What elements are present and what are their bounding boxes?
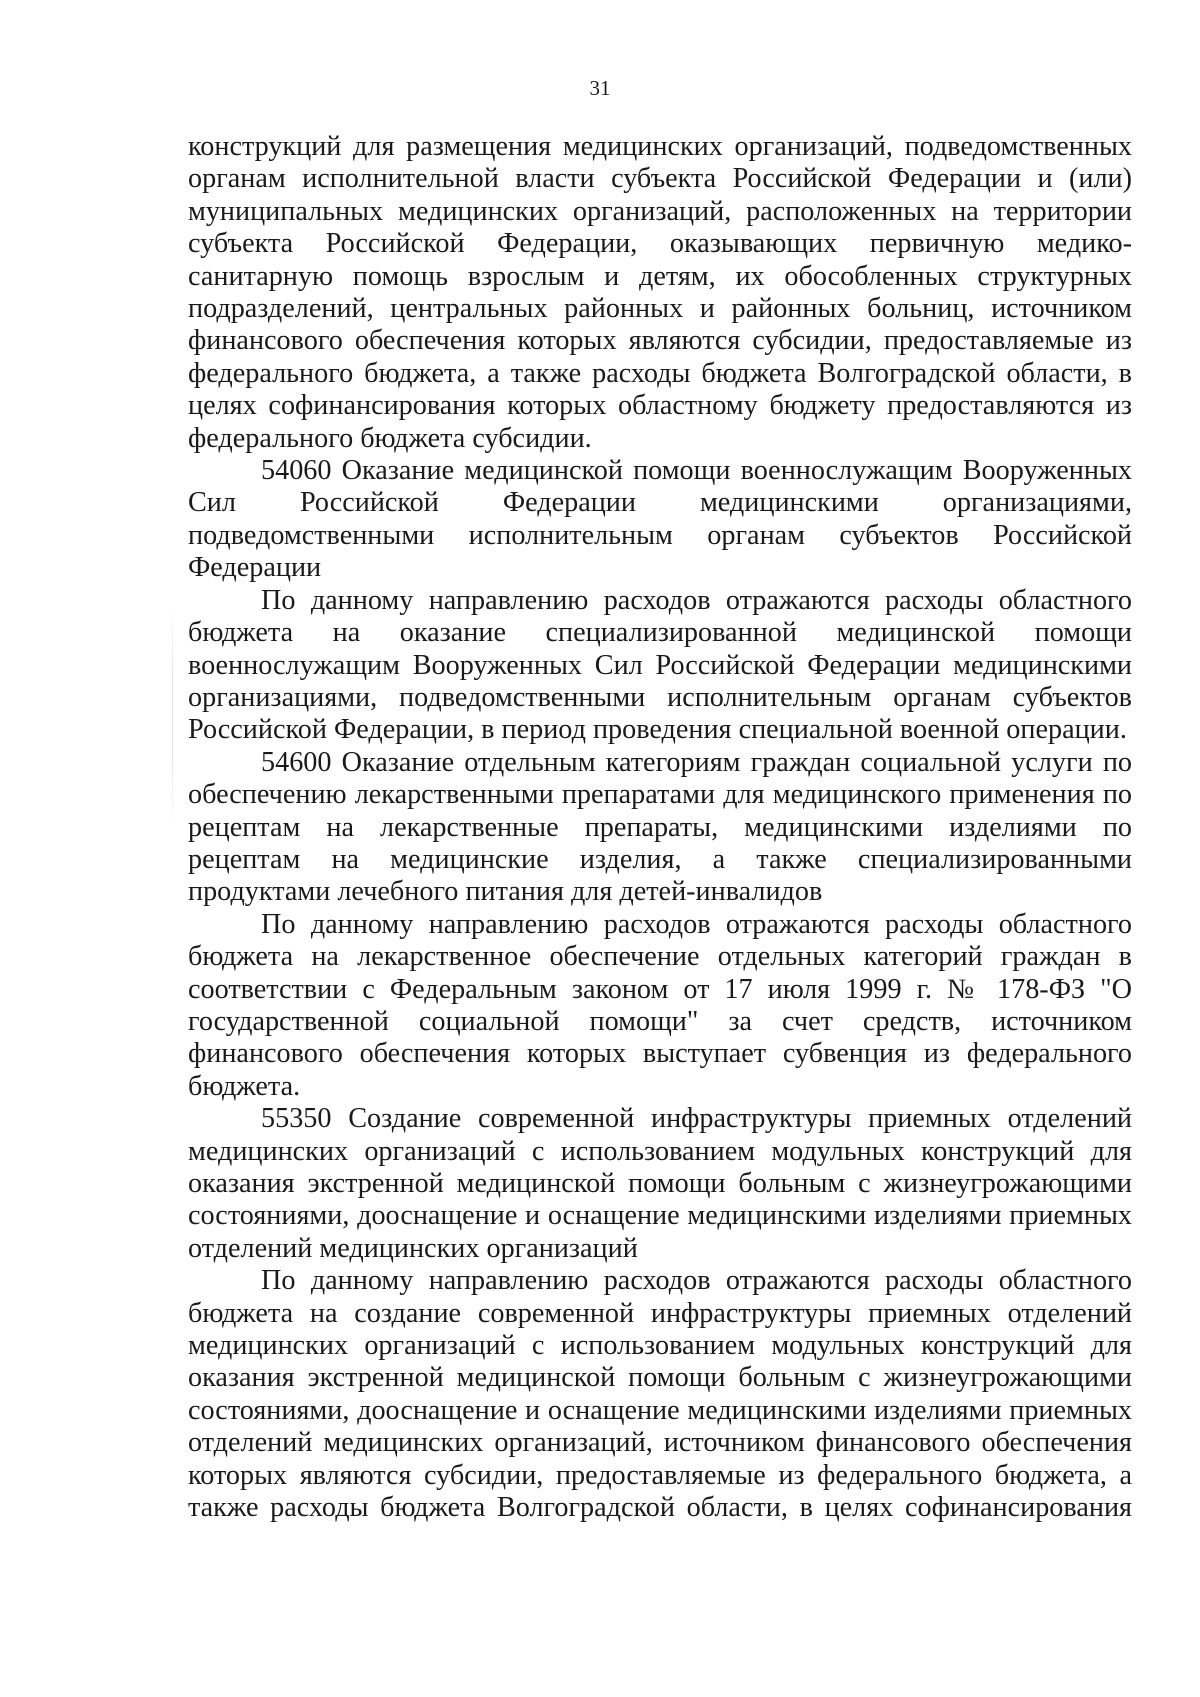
paragraph-54060-description: По данному направлению расходов отражаются расходы областного бюджета на оказание специализированной медицинской помощи военнослужащим Вооруженных Сил Российской Федерации медицинскими организациями, подведомственными исполнительным органам субъектов Российской Федерации, в период проведения специальной военной операции. [188,584,1132,746]
paragraph-54600-description: По данному направлению расходов отражаются расходы областного бюджета на лекарственное обеспечение отдельных категорий граждан в соответствии с Федеральным законом от 17 июля 1999 г. № 178-ФЗ "О государственной социальной помощи" за счет средств, источником финансового обеспечения которых выступает субвенция из федерального бюджета. [188,908,1132,1102]
paragraph-continuation: конструкций для размещения медицинских организаций, подведомственных органам исполнительной власти субъекта Российской Федерации и (или) муниципальных медицинских организаций, расположенных на территории субъекта Российской Федерации, оказывающих первичную медико-санитарную помощь взрослым и детям, их обособленных структурных подразделений, центральных районных и районных больниц, источником финансового обеспечения которых являются субсидии, предоставляемые из федерального бюджета, а также расходы бюджета Волгоградской области, в целях софинансирования которых областному бюджету предоставляются из федерального бюджета субсидии. [188,131,1132,454]
heading-54060: 54060 Оказание медицинской помощи военнослужащим Вооруженных Сил Российской Федерации медицинскими организациями, подведомственными исполнительным органам субъектов Российской Федерации [188,455,1132,584]
paragraph-55350-description: По данному направлению расходов отражаются расходы областного бюджета на создание современной инфраструктуры приемных отделений медицинских организаций с использованием модульных конструкций для оказания экстренной медицинской помощи больным с жизнеугрожающими состояниями, дооснащение и оснащение медицинскими изделиями приемных отделений медицинских организаций, источником финансового обеспечения которых являются субсидии, предоставляемые из федерального бюджета, а также расходы бюджета Волгоградской области, в целях софинансирования [188,1265,1132,1524]
heading-55350: 55350 Создание современной инфраструктуры приемных отделений медицинских организаций с использованием модульных конструкций для оказания экстренной медицинской помощи больным с жизнеугрожающими состояниями, дооснащение и оснащение медицинскими изделиями приемных отделений медицинских организаций [188,1103,1132,1264]
document-body [188,131,1132,1524]
page-number: 31 [589,76,611,100]
scan-edge-mark [172,605,173,825]
heading-54600: 54600 Оказание отдельным категориям граждан социальной услуги по обеспечению лекарственными препаратами для медицинского применения по рецептам на лекарственные препараты, медицинскими изделиями по рецептам на медицинские изделия, а также специализированными продуктами лечебного питания для детей-инвалидов [188,746,1132,908]
